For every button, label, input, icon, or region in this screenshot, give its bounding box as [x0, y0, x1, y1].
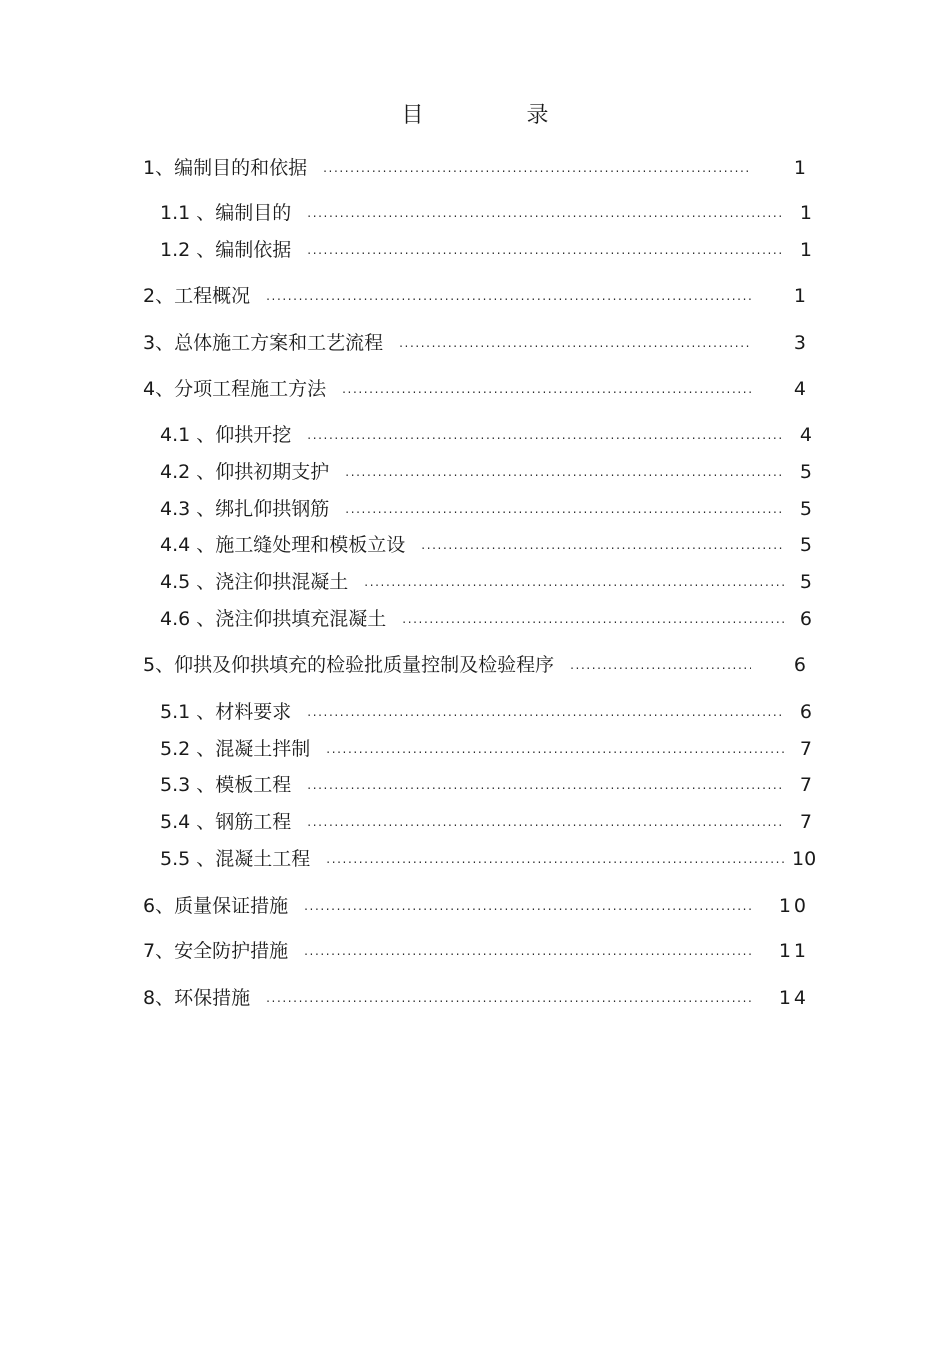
toc-page-number: 7 — [799, 811, 812, 833]
toc-entry[interactable] — [160, 200, 812, 226]
toc-entry[interactable] — [160, 736, 812, 762]
dot-leader — [266, 985, 751, 1011]
dot-leader — [307, 237, 784, 263]
dot-leader — [570, 652, 751, 678]
toc-entry-label: 5、仰拱及仰拱填充的检验批质量控制及检验程序 — [143, 654, 555, 676]
toc-page-number: 6 — [799, 701, 812, 723]
dot-leader — [364, 569, 784, 595]
toc-entry[interactable] — [143, 283, 809, 309]
toc-entry-label: 4.2 、仰拱初期支护 — [160, 461, 330, 483]
toc-entry-label: 1.2 、编制依据 — [160, 239, 292, 261]
toc-entry[interactable] — [160, 606, 812, 632]
toc-entry[interactable] — [143, 985, 809, 1011]
toc-page-number: 6 — [799, 608, 812, 630]
dot-leader — [307, 772, 784, 798]
dot-leader — [421, 532, 784, 558]
toc-page-number: 1 — [793, 285, 809, 307]
toc-page-number: 4 — [799, 424, 812, 446]
toc-entry[interactable] — [160, 459, 812, 485]
toc-entry[interactable] — [143, 330, 809, 356]
toc-entry[interactable] — [160, 772, 812, 798]
toc-page-number: 3 — [793, 332, 809, 354]
dot-leader — [307, 200, 784, 226]
toc-page-number: 5 — [799, 534, 812, 556]
toc-entry-label: 4、分项工程施工方法 — [143, 378, 327, 400]
toc-entry-label: 8、环保措施 — [143, 987, 251, 1009]
toc-page-number: 10 — [778, 895, 809, 917]
toc-page-number: 1 — [799, 202, 812, 224]
toc-entry[interactable] — [160, 532, 812, 558]
toc-page-number: 4 — [793, 378, 809, 400]
toc-entry[interactable] — [160, 496, 812, 522]
dot-leader — [345, 459, 784, 485]
dot-leader — [342, 376, 751, 402]
toc-entry-label: 7、安全防护措施 — [143, 940, 289, 962]
toc-entry[interactable] — [160, 809, 812, 835]
dot-leader — [307, 809, 784, 835]
toc-entry-label: 2、工程概况 — [143, 285, 251, 307]
dot-leader — [402, 606, 784, 632]
toc-entry-label: 3、总体施工方案和工艺流程 — [143, 332, 384, 354]
toc-page-number: 7 — [799, 738, 812, 760]
toc-entry[interactable] — [143, 652, 809, 678]
toc-page-number: 5 — [799, 571, 812, 593]
toc-page-number: 6 — [793, 654, 809, 676]
toc-entry-label: 6、质量保证措施 — [143, 895, 289, 917]
dot-leader — [304, 893, 751, 919]
toc-entry[interactable] — [160, 422, 812, 448]
dot-leader — [323, 155, 751, 181]
toc-entry[interactable] — [143, 155, 809, 181]
dot-leader — [399, 330, 751, 356]
toc-entry[interactable] — [160, 699, 812, 725]
dot-leader — [266, 283, 751, 309]
toc-entry-label: 5.4 、钢筋工程 — [160, 811, 292, 833]
dot-leader — [326, 846, 784, 872]
toc-entry[interactable] — [160, 237, 812, 263]
toc-entry-label: 4.3 、绑扎仰拱钢筋 — [160, 498, 330, 520]
toc-entry-label: 1、编制目的和依据 — [143, 157, 308, 179]
toc-page-number: 5 — [799, 461, 812, 483]
toc-page-number: 1 — [793, 157, 809, 179]
dot-leader — [345, 496, 784, 522]
toc-entry[interactable] — [160, 846, 817, 872]
toc-entry-label: 4.4 、施工缝处理和模板立设 — [160, 534, 406, 556]
dot-leader — [304, 938, 751, 964]
toc-page-number: 11 — [778, 940, 809, 962]
toc-page-number: 7 — [799, 774, 812, 796]
toc-page-number: 14 — [778, 987, 809, 1009]
toc-entry-label: 4.6 、浇注仰拱填充混凝土 — [160, 608, 387, 630]
toc-page-number: 5 — [799, 498, 812, 520]
dot-leader — [326, 736, 784, 762]
dot-leader — [307, 422, 784, 448]
toc-page-number: 10 — [792, 848, 817, 870]
toc-entry-label: 5.3 、模板工程 — [160, 774, 292, 796]
toc-entry-label: 1.1 、编制目的 — [160, 202, 292, 224]
toc-entry[interactable] — [143, 376, 809, 402]
toc-title: 目 录 — [401, 103, 597, 128]
toc-page-number: 1 — [799, 239, 812, 261]
toc-entry[interactable] — [143, 893, 809, 919]
toc-entry-label: 5.2 、混凝土拌制 — [160, 738, 311, 760]
toc-entry[interactable] — [143, 938, 809, 964]
dot-leader — [307, 699, 784, 725]
toc-entry[interactable] — [160, 569, 812, 595]
toc-entry-label: 5.5 、混凝土工程 — [160, 848, 311, 870]
toc-entry-label: 4.1 、仰拱开挖 — [160, 424, 292, 446]
toc-entry-label: 4.5 、浇注仰拱混凝土 — [160, 571, 349, 593]
toc-entry-label: 5.1 、材料要求 — [160, 701, 292, 723]
